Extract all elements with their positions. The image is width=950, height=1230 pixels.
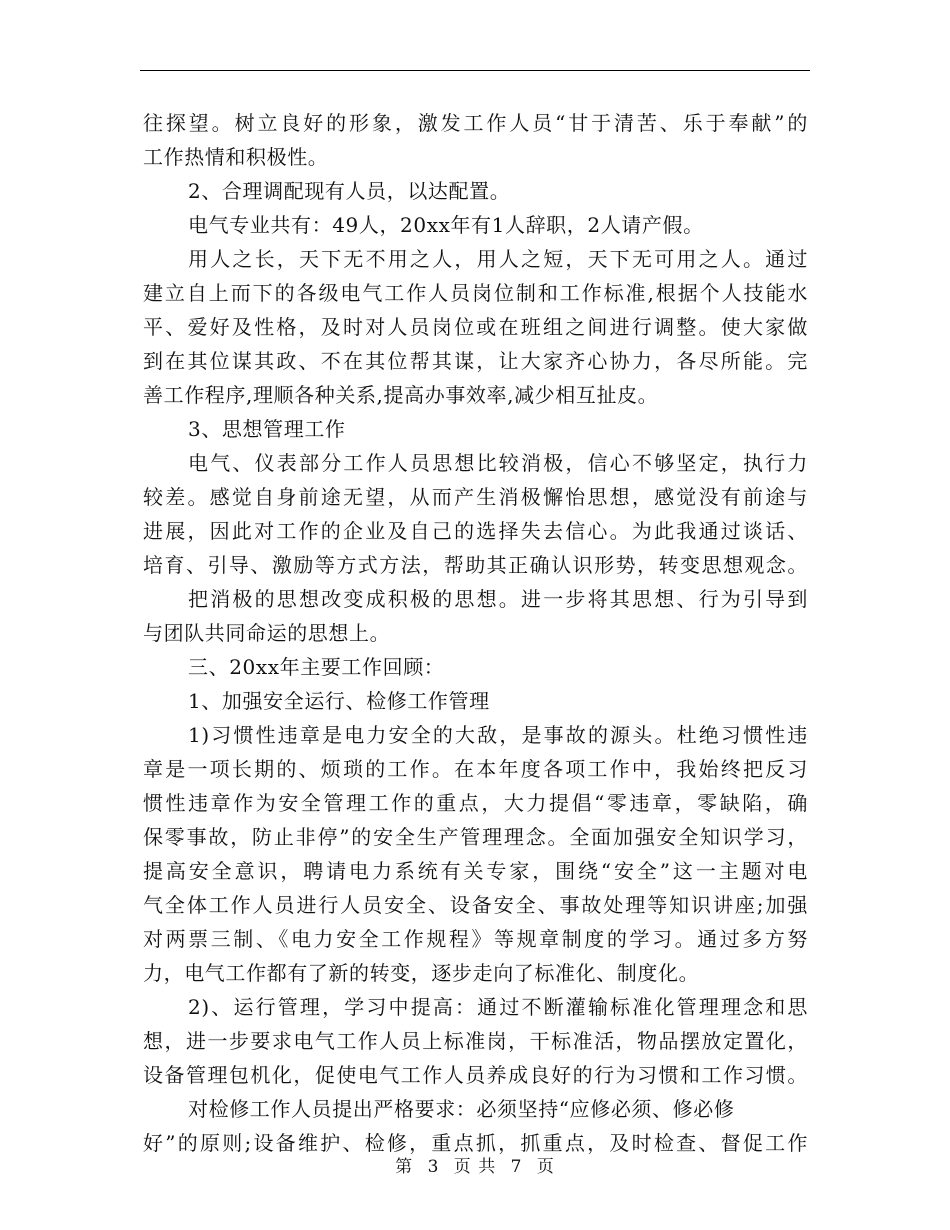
text-line: 惯性违章作为安全管理工作的重点，大力提倡“零违章，零缺陷，确 — [143, 791, 808, 815]
text-line: 平、爱好及性格，及时对人员岗位或在班组之间进行调整。使大家做 — [143, 315, 808, 339]
text-line: 保零事故，防止非停”的安全生产管理理念。全面加强安全知识学习， — [143, 825, 808, 849]
footer-total-pages: 7 — [510, 1157, 523, 1177]
text-line: 到在其位谋其政、不在其位帮其谋，让大家齐心协力，各尽所能。完 — [143, 349, 808, 373]
text-line: 善工作程序,理顺各种关系,提高办事效率,减少相互扯皮。 — [143, 383, 659, 407]
text-line: 进展，因此对工作的企业及自己的选择失去信心。为此我通过谈话、 — [143, 519, 808, 543]
text-line: 1)习惯性违章是电力安全的大敌，是事故的源头。杜绝习惯性违 — [188, 723, 808, 747]
text-line: 气全体工作人员进行人员安全、设备安全、事故处理等知识讲座;加强 — [143, 893, 808, 917]
footer-middle: 页 共 — [453, 1157, 497, 1177]
text-line: 与团队共同命运的思想上。 — [143, 621, 391, 645]
text-line: 把消极的思想改变成积极的思想。进一步将其思想、行为引导到 — [188, 587, 808, 611]
text-line: 章是一项长期的、烦琐的工作。在本年度各项工作中，我始终把反习 — [143, 757, 808, 781]
text-line: 较差。感觉自身前途无望，从而产生消极懈怡思想，感觉没有前途与 — [143, 485, 808, 509]
text-line: 电气专业共有：49人，20xx年有1人辞职，2人请产假。 — [188, 213, 704, 237]
footer-current-page: 3 — [427, 1157, 440, 1177]
footer-prefix: 第 — [395, 1157, 414, 1177]
text-line: 对检修工作人员提出严格要求：必须坚持“应修必须、修必修 — [188, 1097, 735, 1121]
footer-suffix: 页 — [536, 1157, 555, 1177]
text-line: 用人之长，天下无不用之人，用人之短，天下无可用之人。通过 — [188, 247, 808, 271]
header-rule — [140, 70, 810, 71]
document-body — [143, 106, 808, 1160]
page-footer — [0, 1152, 950, 1177]
text-line: 好”的原则;设备维护、检修，重点抓，抓重点，及时检查、督促工作 — [143, 1131, 808, 1155]
text-line: 三、20xx年主要工作回顾： — [188, 655, 445, 679]
text-line: 对两票三制、《电力安全工作规程》等规章制度的学习。通过多方努 — [143, 927, 808, 951]
text-line: 2、合理调配现有人员，以达配置。 — [188, 179, 511, 203]
text-line: 培育、引导、激励等方式方法，帮助其正确认识形势，转变思想观念。 — [143, 553, 808, 577]
text-line: 1、加强安全运行、检修工作管理 — [188, 689, 490, 713]
text-line: 想，进一步要求电气工作人员上标准岗，干标准活，物品摆放定置化， — [143, 1029, 808, 1053]
text-line: 3、思想管理工作 — [188, 417, 346, 441]
text-line: 设备管理包机化，促使电气工作人员养成良好的行为习惯和工作习惯。 — [143, 1063, 808, 1087]
text-line: 力，电气工作都有了新的转变，逐步走向了标准化、制度化。 — [143, 961, 700, 985]
text-line: 提高安全意识，聘请电力系统有关专家，围绕“安全”这一主题对电 — [143, 859, 808, 883]
text-line: 电气、仪表部分工作人员思想比较消极，信心不够坚定，执行力 — [188, 451, 808, 475]
text-line: 往探望。树立良好的形象，激发工作人员“甘于清苦、乐于奉献”的 — [143, 111, 808, 135]
text-line: 工作热情和积极性。 — [143, 145, 329, 169]
text-line: 2)、运行管理，学习中提高：通过不断灌输标准化管理理念和思 — [188, 995, 808, 1019]
text-line: 建立自上而下的各级电气工作人员岗位制和工作标准,根据个人技能水 — [143, 281, 808, 305]
